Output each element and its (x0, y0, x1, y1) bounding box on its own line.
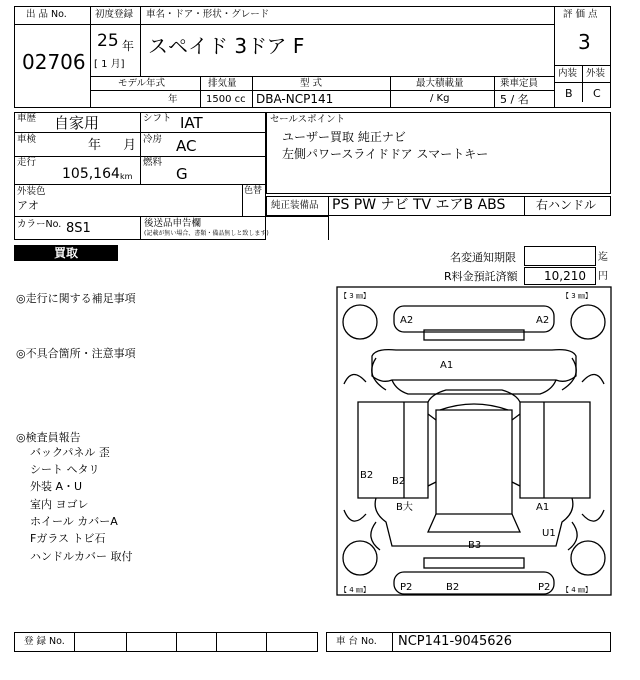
recycle-label: R料金預託済額 (444, 270, 518, 283)
recycle-value: 10,210 (544, 269, 586, 283)
ac-value: AC (176, 137, 197, 155)
grade-value: 3 (578, 30, 591, 54)
inspection-label: 車検 (17, 134, 37, 145)
fuel-value: G (176, 165, 188, 183)
max-load-value: / Kg (430, 93, 450, 104)
sales-line1: ユーザー買取 純正ナビ (282, 130, 406, 144)
inspector-item: 室内 ヨゴレ (30, 498, 89, 511)
lot-number: 02706 (22, 50, 86, 74)
grade-label: 評 価 点 (563, 9, 598, 20)
year-unit: 年 (122, 39, 135, 53)
chassis-value: NCP141-9045626 (398, 634, 513, 649)
mileage-value: 105,164 (62, 166, 120, 182)
tread-rr: 【 4 ㎜】 (562, 586, 592, 594)
mark-b2-bottom: B2 (446, 582, 460, 593)
aftermarket-note: (記載が無い場合、書類・備品無しと致します) (144, 230, 269, 237)
shift-value: IAT (180, 114, 203, 132)
defect-notes-label: ◎不具合箇所・注意事項 (16, 347, 136, 360)
driving-notes-label: ◎走行に関する補足事項 (16, 292, 136, 305)
displacement-value: 1500 cc (206, 94, 246, 105)
car-damage-diagram (336, 286, 612, 630)
registration-label: 登 録 No. (24, 636, 65, 647)
mark-u1: U1 (542, 528, 556, 539)
inspector-item: シート ヘタリ (30, 463, 100, 476)
color-no-value: 8S1 (66, 221, 91, 236)
shift-label: シフト (143, 113, 172, 124)
ext-color-value: アオ (17, 199, 39, 212)
chassis-label: 車 台 No. (336, 636, 377, 647)
mark-a2-right: A2 (536, 315, 550, 326)
mark-b2-left: B2 (360, 470, 374, 481)
mark-b-large: B大 (396, 502, 413, 513)
displacement-label: 排気量 (208, 78, 237, 89)
type-label: 型 式 (300, 78, 323, 89)
mileage-label: 走行 (17, 157, 37, 168)
fuel-label: 燃料 (143, 157, 163, 168)
aftermarket-label: 後送品申告欄 (144, 218, 202, 229)
mark-a1-right: A1 (536, 502, 550, 513)
car-name-label: 車名・ドア・形状・グレード (146, 9, 270, 20)
equipment-label: 純正装備品 (271, 200, 319, 211)
tread-fr: 【 3 ㎜】 (562, 292, 592, 300)
sales-line2: 左側パワースライドドア スマートキー (282, 147, 489, 161)
name-change-label: 名変通知期限 (450, 251, 516, 264)
inspector-item: Fガラス トビ石 (30, 532, 106, 545)
mark-a2-left: A2 (400, 315, 414, 326)
inspector-item: 外装 A・U (30, 480, 83, 493)
name-change-unit: 迄 (598, 252, 608, 263)
recycle-unit: 円 (598, 271, 608, 282)
inspector-item: ホイール カバーA (30, 515, 118, 528)
mark-a1-top: A1 (440, 360, 454, 371)
inspection-value: 年 月 (88, 138, 137, 153)
mark-p2-right: P2 (538, 582, 551, 593)
purchase-badge-text: 買取 (53, 246, 78, 260)
color-change-label: 色替 (244, 186, 263, 196)
car-name: スペイド 3ドア F (148, 34, 305, 58)
ac-label: 冷房 (143, 134, 163, 145)
tread-fl: 【 3 ㎜】 (340, 292, 370, 300)
exterior-grade: C (593, 87, 601, 100)
inspector-item: ハンドルカバー 取付 (30, 550, 133, 563)
sales-label: セールスポイント (270, 114, 346, 125)
exterior-label: 外装 (586, 68, 606, 79)
name-change-box (524, 246, 596, 266)
max-load-label: 最大積載量 (416, 78, 464, 89)
type-value: DBA-NCP141 (256, 92, 334, 106)
handle-value: 右ハンドル (536, 198, 597, 212)
mark-b2-inner: B2 (392, 476, 406, 487)
history-label: 車歴 (17, 113, 37, 124)
model-year-unit: 年 (168, 94, 178, 105)
model-year-label: モデル年式 (118, 78, 166, 89)
ext-color-label: 外装色 (17, 186, 46, 197)
interior-label: 内装 (558, 68, 578, 79)
history-value: 自家用 (54, 114, 100, 132)
lot-label: 出 品 No. (26, 9, 67, 20)
first-reg-year: 25 (97, 31, 119, 51)
interior-grade: B (565, 87, 573, 100)
tread-rl: 【 4 ㎜】 (340, 586, 370, 594)
first-reg-label: 初度登録 (95, 9, 134, 20)
inspector-label: ◎検査員報告 (16, 431, 81, 444)
mileage-unit: km (120, 172, 133, 181)
first-reg-month: [ 1 月] (94, 59, 125, 70)
color-no-label: カラーNo. (17, 219, 62, 230)
capacity-value: 5 / 名 (500, 93, 529, 106)
capacity-label: 乗車定員 (500, 78, 539, 89)
equipment-items: PS PW ナビ TV エアB ABS (332, 197, 506, 213)
inspector-item: バックパネル 歪 (30, 446, 110, 459)
mark-b3: B3 (468, 540, 482, 551)
mark-p2-left: P2 (400, 582, 413, 593)
